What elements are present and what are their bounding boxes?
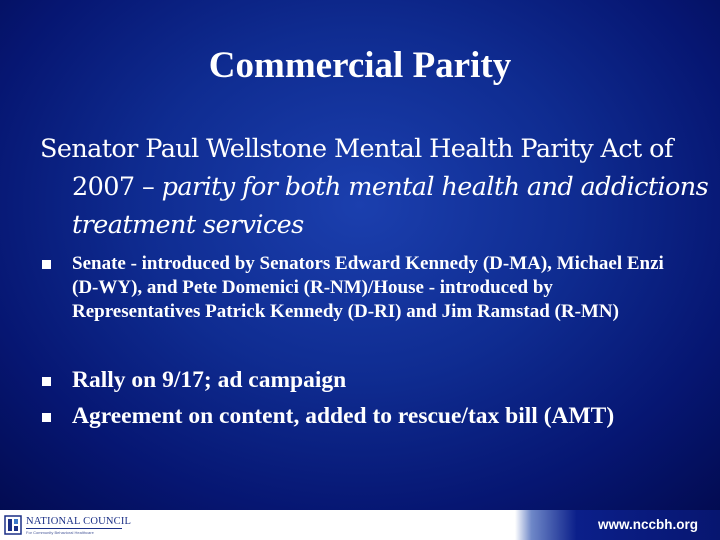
logo-divider — [26, 528, 122, 529]
website-link[interactable]: www.nccbh.org — [597, 517, 698, 532]
bullet-text: Agreement on content, added to rescue/tax bill (AMT) — [72, 403, 615, 429]
logo-tagline: For Community Behavioral Healthcare — [26, 529, 94, 535]
square-bullet-icon — [42, 377, 51, 386]
main-point-lead: Senator Paul Wellstone Mental Health Parity Act of 2007 – — [40, 134, 673, 202]
logo-name: NATIONAL COUNCIL — [26, 515, 132, 527]
main-point — [40, 130, 712, 244]
slide-title: Commercial Parity — [208, 45, 512, 86]
bullet-item-agreement — [40, 402, 680, 431]
bullet-text: Senate - introduced by Senators Edward Kennedy (D-MA), Michael Enzi (D-WY), and Pete Domenici (R-NM)/House - introduced by Representatives Patrick Kennedy (D-RI) and Jim Ramstad (R-MN) — [72, 253, 664, 322]
national-council-logo-icon — [4, 515, 22, 535]
square-bullet-icon — [42, 413, 51, 422]
logo-wordmark — [26, 516, 131, 535]
bullet-text: Rally on 9/17; ad campaign — [72, 367, 347, 393]
square-bullet-icon — [42, 260, 51, 269]
main-point-emphasis: parity for both mental health and addictions treatment services — [72, 172, 709, 240]
bullet-item-sponsors — [40, 252, 680, 324]
bullet-item-rally — [40, 366, 680, 395]
national-council-logo — [4, 514, 131, 536]
